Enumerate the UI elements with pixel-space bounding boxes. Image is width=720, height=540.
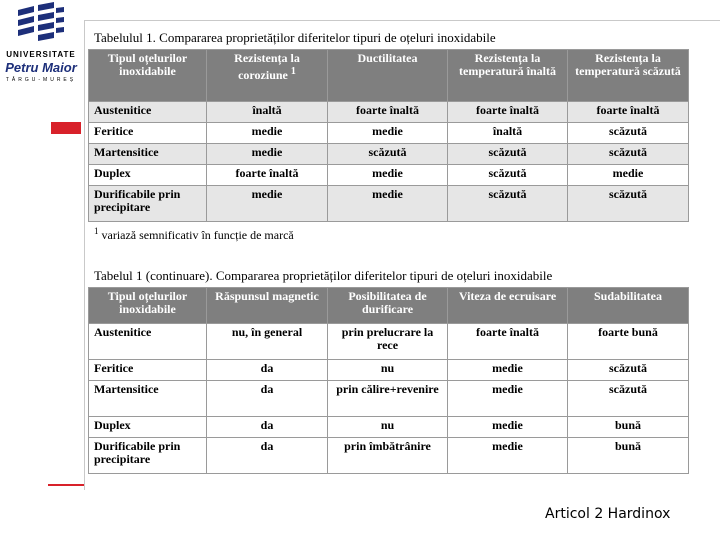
table-row: [89, 324, 689, 360]
cell: medie: [448, 438, 568, 474]
cell: scăzută: [448, 186, 568, 222]
cell: prin călire+revenire: [328, 381, 448, 417]
cell: foarte înaltă: [207, 165, 328, 186]
table2-image: [88, 268, 696, 486]
table1-header: Rezistența la temperatură înaltă: [448, 50, 568, 102]
cell: medie: [328, 123, 448, 144]
logo-university-text: UNIVERSITATE: [6, 50, 76, 59]
cell: nu: [328, 417, 448, 438]
table-row: [89, 360, 689, 381]
table-row: [89, 144, 689, 165]
table-row: [89, 186, 689, 222]
footnote-text: variază semnificativ în funcție de marcă: [101, 228, 294, 242]
table1-header: Rezistența la temperatură scăzută: [568, 50, 689, 102]
row-type: Austenitice: [89, 102, 207, 123]
properties-table-1: [88, 49, 689, 222]
cell: foarte înaltă: [448, 102, 568, 123]
accent-line: [48, 484, 84, 486]
table2-header-row: [89, 288, 689, 324]
cell: bună: [568, 438, 689, 474]
cell: scăzută: [568, 123, 689, 144]
cell: da: [207, 381, 328, 417]
logo-city-text: TÂRGU-MUREȘ: [5, 77, 77, 83]
cell: prin prelucrare la rece: [328, 324, 448, 360]
table1-header: Ductilitatea: [328, 50, 448, 102]
row-type: Martensitice: [89, 381, 207, 417]
cell: da: [207, 438, 328, 474]
university-emblem-icon: [14, 2, 66, 48]
university-logo: [0, 0, 82, 100]
cell: înaltă: [207, 102, 328, 123]
row-type: Austenitice: [89, 324, 207, 360]
cell: scăzută: [448, 144, 568, 165]
table1-header: [207, 50, 328, 102]
table1-header-row: [89, 50, 689, 102]
cell: medie: [568, 165, 689, 186]
cell: scăzută: [568, 144, 689, 165]
cell: medie: [207, 186, 328, 222]
cell: scăzută: [328, 144, 448, 165]
cell: medie: [207, 123, 328, 144]
cell: medie: [448, 381, 568, 417]
cell: foarte înaltă: [568, 102, 689, 123]
table2-caption: Tabelul 1 (continuare). Compararea proprietăților diferitelor tipuri de oțeluri inoxidabile: [94, 268, 553, 283]
header-footnote-mark: 1: [290, 66, 296, 77]
cell: nu, în general: [207, 324, 328, 360]
table2-header: Tipul oțelurilor inoxidabile: [89, 288, 207, 324]
table-row: [89, 381, 689, 417]
table2-header: Sudabilitatea: [568, 288, 689, 324]
table1-header-text: Rezistența la coroziune: [234, 51, 300, 82]
table-row: [89, 102, 689, 123]
cell: scăzută: [568, 186, 689, 222]
cell: scăzută: [568, 381, 689, 417]
row-type: Duplex: [89, 417, 207, 438]
cell: medie: [448, 360, 568, 381]
table-row: [89, 123, 689, 144]
cell: nu: [328, 360, 448, 381]
cell: înaltă: [448, 123, 568, 144]
logo-name-text: Petru Maior: [5, 60, 77, 75]
row-type: Feritice: [89, 360, 207, 381]
table-row: [89, 165, 689, 186]
slide-footer-text: Articol 2 Hardinox: [545, 506, 671, 522]
left-divider: [84, 20, 85, 490]
cell: foarte înaltă: [328, 102, 448, 123]
cell: da: [207, 360, 328, 381]
cell: prin îmbătrânire: [328, 438, 448, 474]
cell: medie: [448, 417, 568, 438]
cell: foarte bună: [568, 324, 689, 360]
footnote-mark: 1: [94, 226, 99, 236]
cell: scăzută: [448, 165, 568, 186]
row-type: Duplex: [89, 165, 207, 186]
table-row: [89, 438, 689, 474]
table1-header: Tipul oțelurilor inoxidabile: [89, 50, 207, 102]
row-type: Durificabile prin precipitare: [89, 186, 207, 222]
table-row: [89, 417, 689, 438]
row-type: Durificabile prin precipitare: [89, 438, 207, 474]
top-divider: [84, 20, 720, 21]
accent-bar: [51, 122, 81, 134]
table1-image: [88, 30, 696, 246]
cell: medie: [328, 165, 448, 186]
cell: da: [207, 417, 328, 438]
properties-table-2: [88, 287, 689, 474]
cell: medie: [328, 186, 448, 222]
table2-header: Răspunsul magnetic: [207, 288, 328, 324]
table1-footnote: [88, 226, 696, 243]
table2-header: Posibilitatea de durificare: [328, 288, 448, 324]
table2-header: Viteza de ecruisare: [448, 288, 568, 324]
cell: scăzută: [568, 360, 689, 381]
cell: bună: [568, 417, 689, 438]
table1-caption: Tabelulul 1. Compararea proprietăților diferitelor tipuri de oțeluri inoxidabile: [94, 30, 496, 45]
cell: foarte înaltă: [448, 324, 568, 360]
cell: medie: [207, 144, 328, 165]
row-type: Martensitice: [89, 144, 207, 165]
row-type: Feritice: [89, 123, 207, 144]
